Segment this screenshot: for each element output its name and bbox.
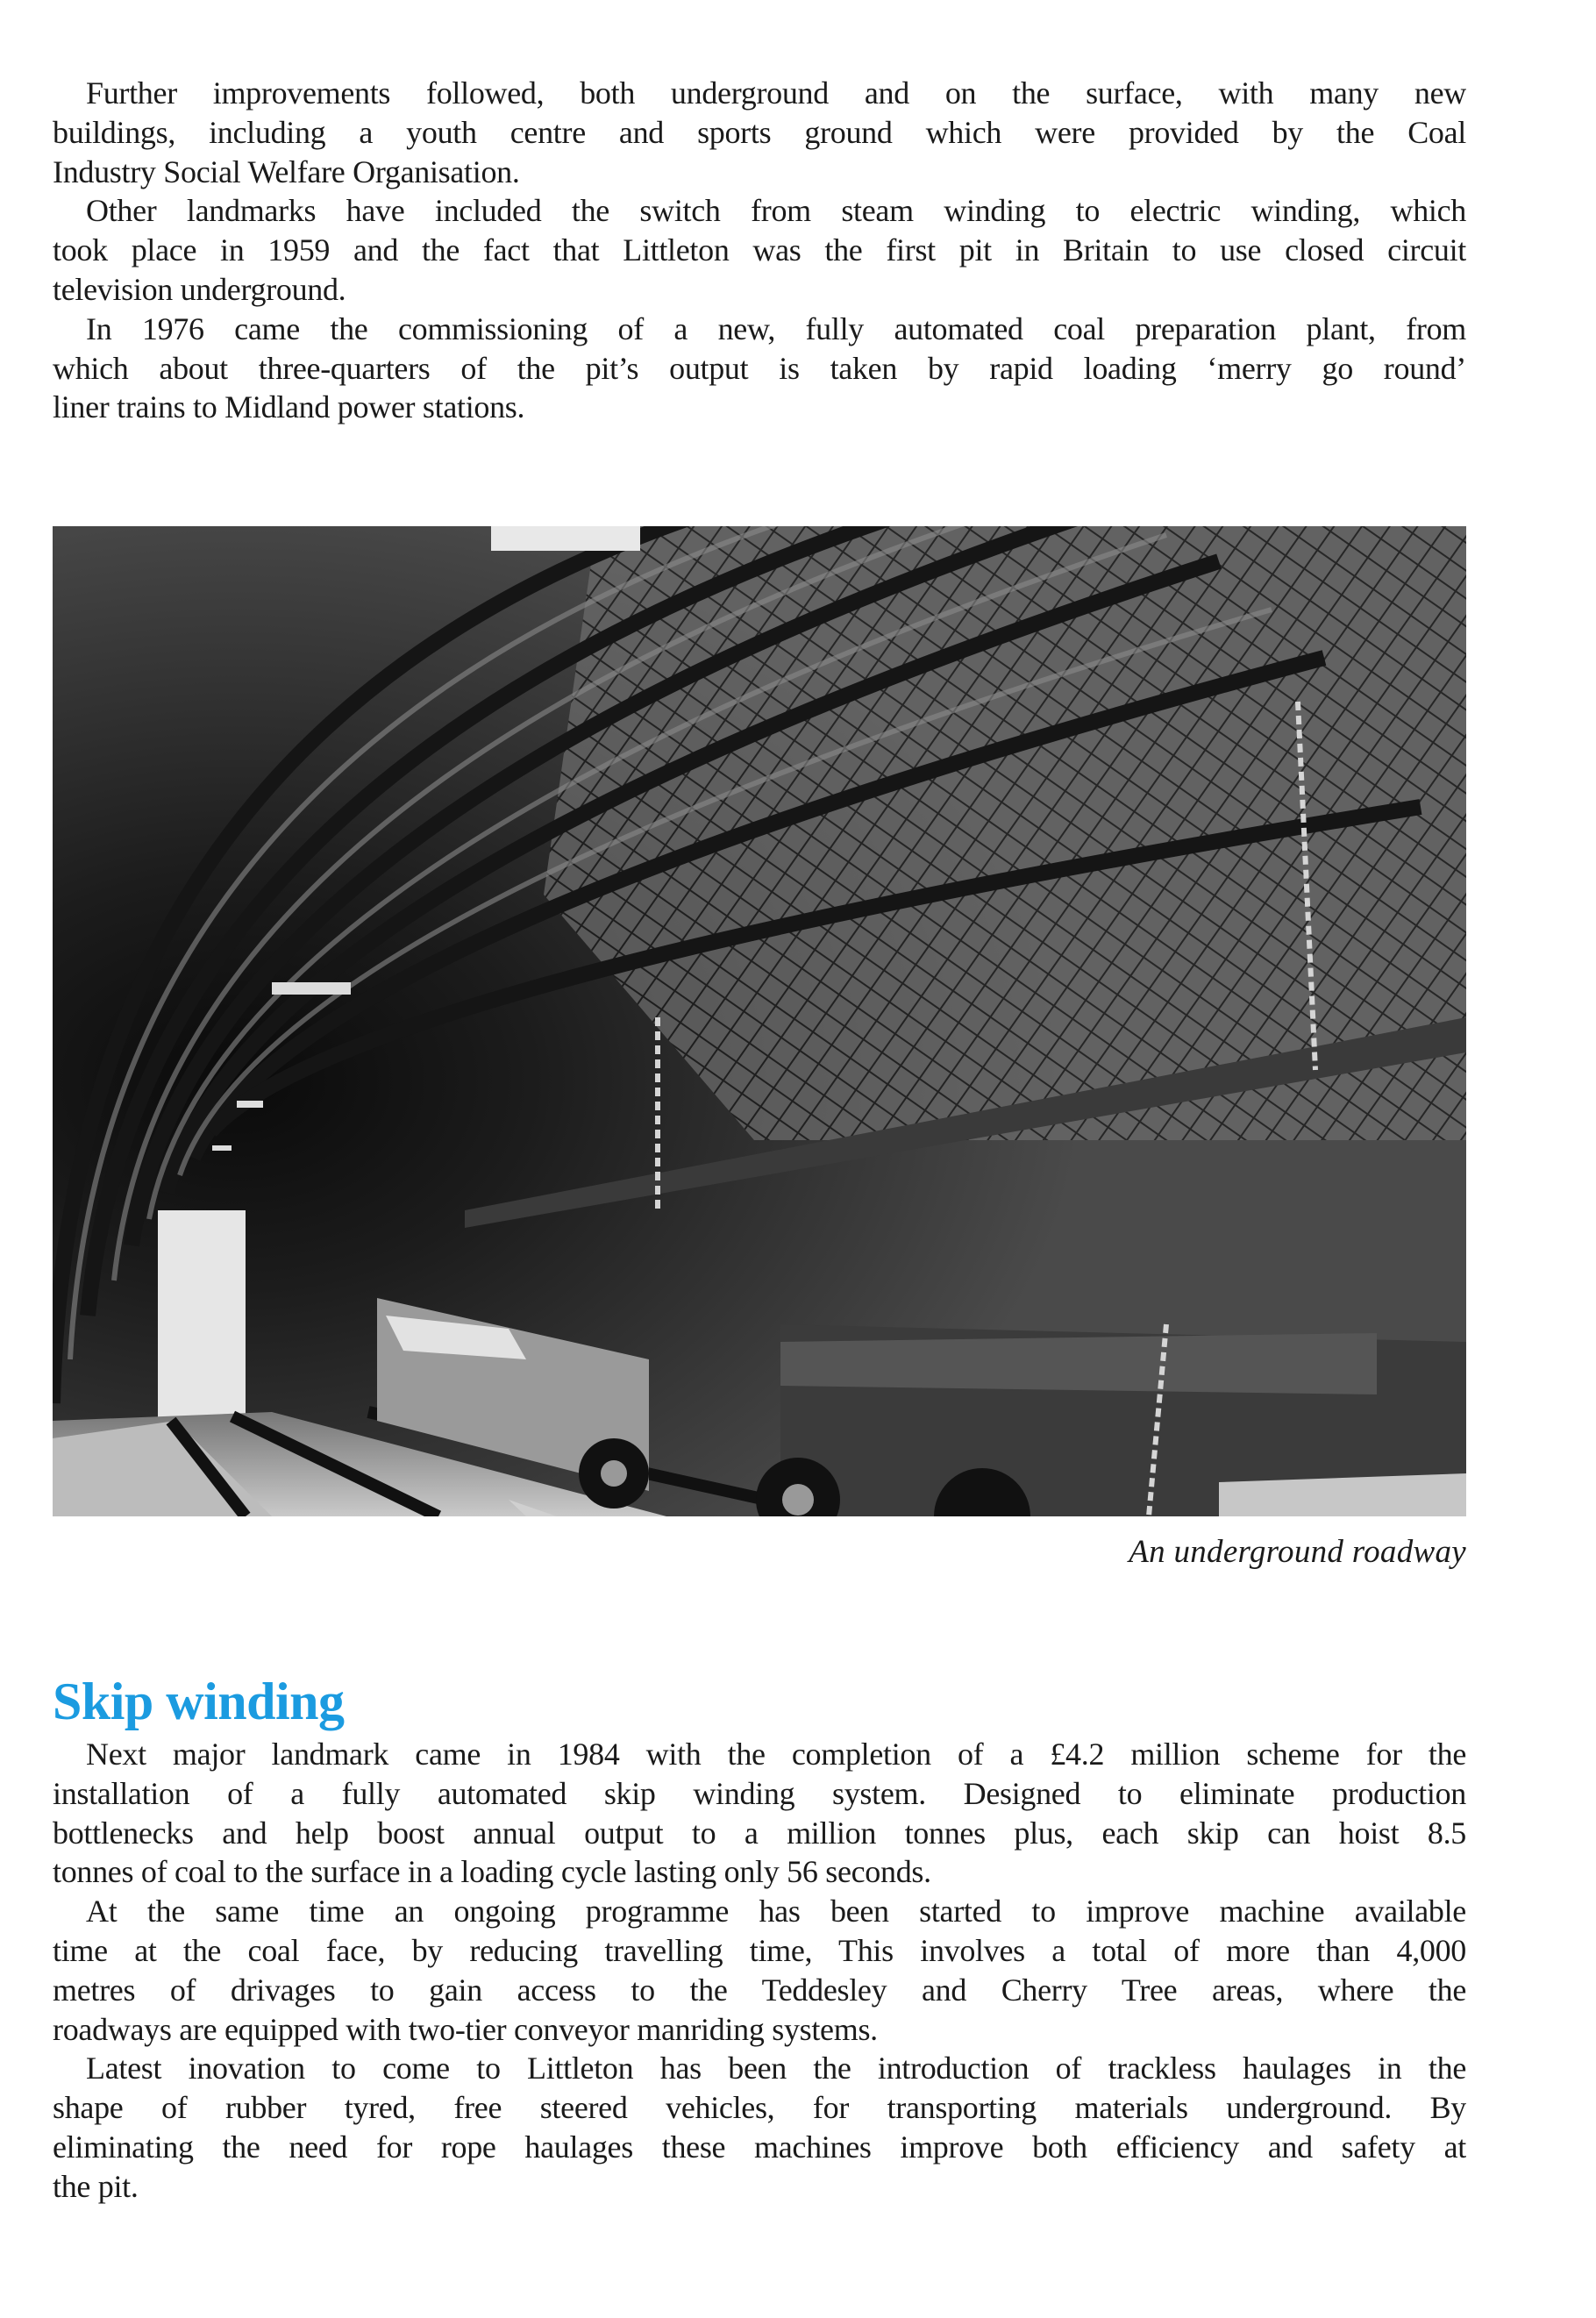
text-line: Other landmarks have included the switch from steam winding to electric winding, which [86,193,1466,229]
text-line: the pit. [53,2168,139,2204]
section-heading: Skip winding [53,1673,345,1730]
section-text [53,1735,1466,2207]
text-line: television underground. [53,271,346,307]
photo-caption: An underground roadway [1129,1534,1466,1570]
text-line: At the same time an ongoing programme has been started to improve machine available [86,1894,1466,1929]
intro-text [53,74,1466,427]
text-line: time at the coal face, by reducing travelling time, This involves a total of more than 4,000 [53,1932,1466,1968]
paragraph [53,1735,1466,1892]
paragraph [53,2049,1466,2206]
text-line: liner trains to Midland power stations. [53,389,525,425]
underground-roadway-photo [53,526,1466,1516]
text-line: tonnes of coal to the surface in a loading cycle lasting only 56 seconds. [53,1854,931,1890]
text-line: shape of rubber tyred, free steered vehicles, for transporting materials underground. By [53,2090,1466,2126]
text-line: buildings, including a youth centre and sports ground which were provided by the Coal [53,114,1466,150]
ceiling-light [491,526,640,551]
text-line: metres of drivages to gain access to the Teddesley and Cherry Tree areas, where the [53,1972,1466,2008]
text-line: bottlenecks and help boost annual output to a million tonnes plus, each skip can hoist 8.5 [53,1815,1466,1851]
text-line: In 1976 came the commissioning of a new, fully automated coal preparation plant, from [86,310,1466,346]
text-line: eliminating the need for rope haulages these machines improve both efficiency and safety at [53,2129,1466,2165]
text-line: Industry Social Welfare Organisation. [53,153,520,189]
tunnel-illustration [53,526,1466,1516]
text-line: installation of a fully automated skip winding system. Designed to eliminate production [53,1775,1466,1811]
text-line: roadways are equipped with two-tier conveyor manriding systems. [53,2011,878,2047]
paragraph [53,191,1466,309]
text-line: Latest inovation to come to Littleton has been the introduction of trackless haulages in the [86,2051,1466,2086]
paragraph [53,310,1466,427]
text-line: took place in 1959 and the fact that Littleton was the first pit in Britain to use closed circuit [53,232,1466,268]
text-line: which about three-quarters of the pit’s output is taken by rapid loading ‘merry go round’ [53,350,1466,386]
text-line: Further improvements followed, both underground and on the surface, with many new [86,75,1466,111]
paragraph [53,1892,1466,2049]
paragraph [53,74,1466,191]
text-line: Next major landmark came in 1984 with the completion of a £4.2 million scheme for the [86,1737,1466,1772]
tunnel-end-light [158,1210,246,1421]
